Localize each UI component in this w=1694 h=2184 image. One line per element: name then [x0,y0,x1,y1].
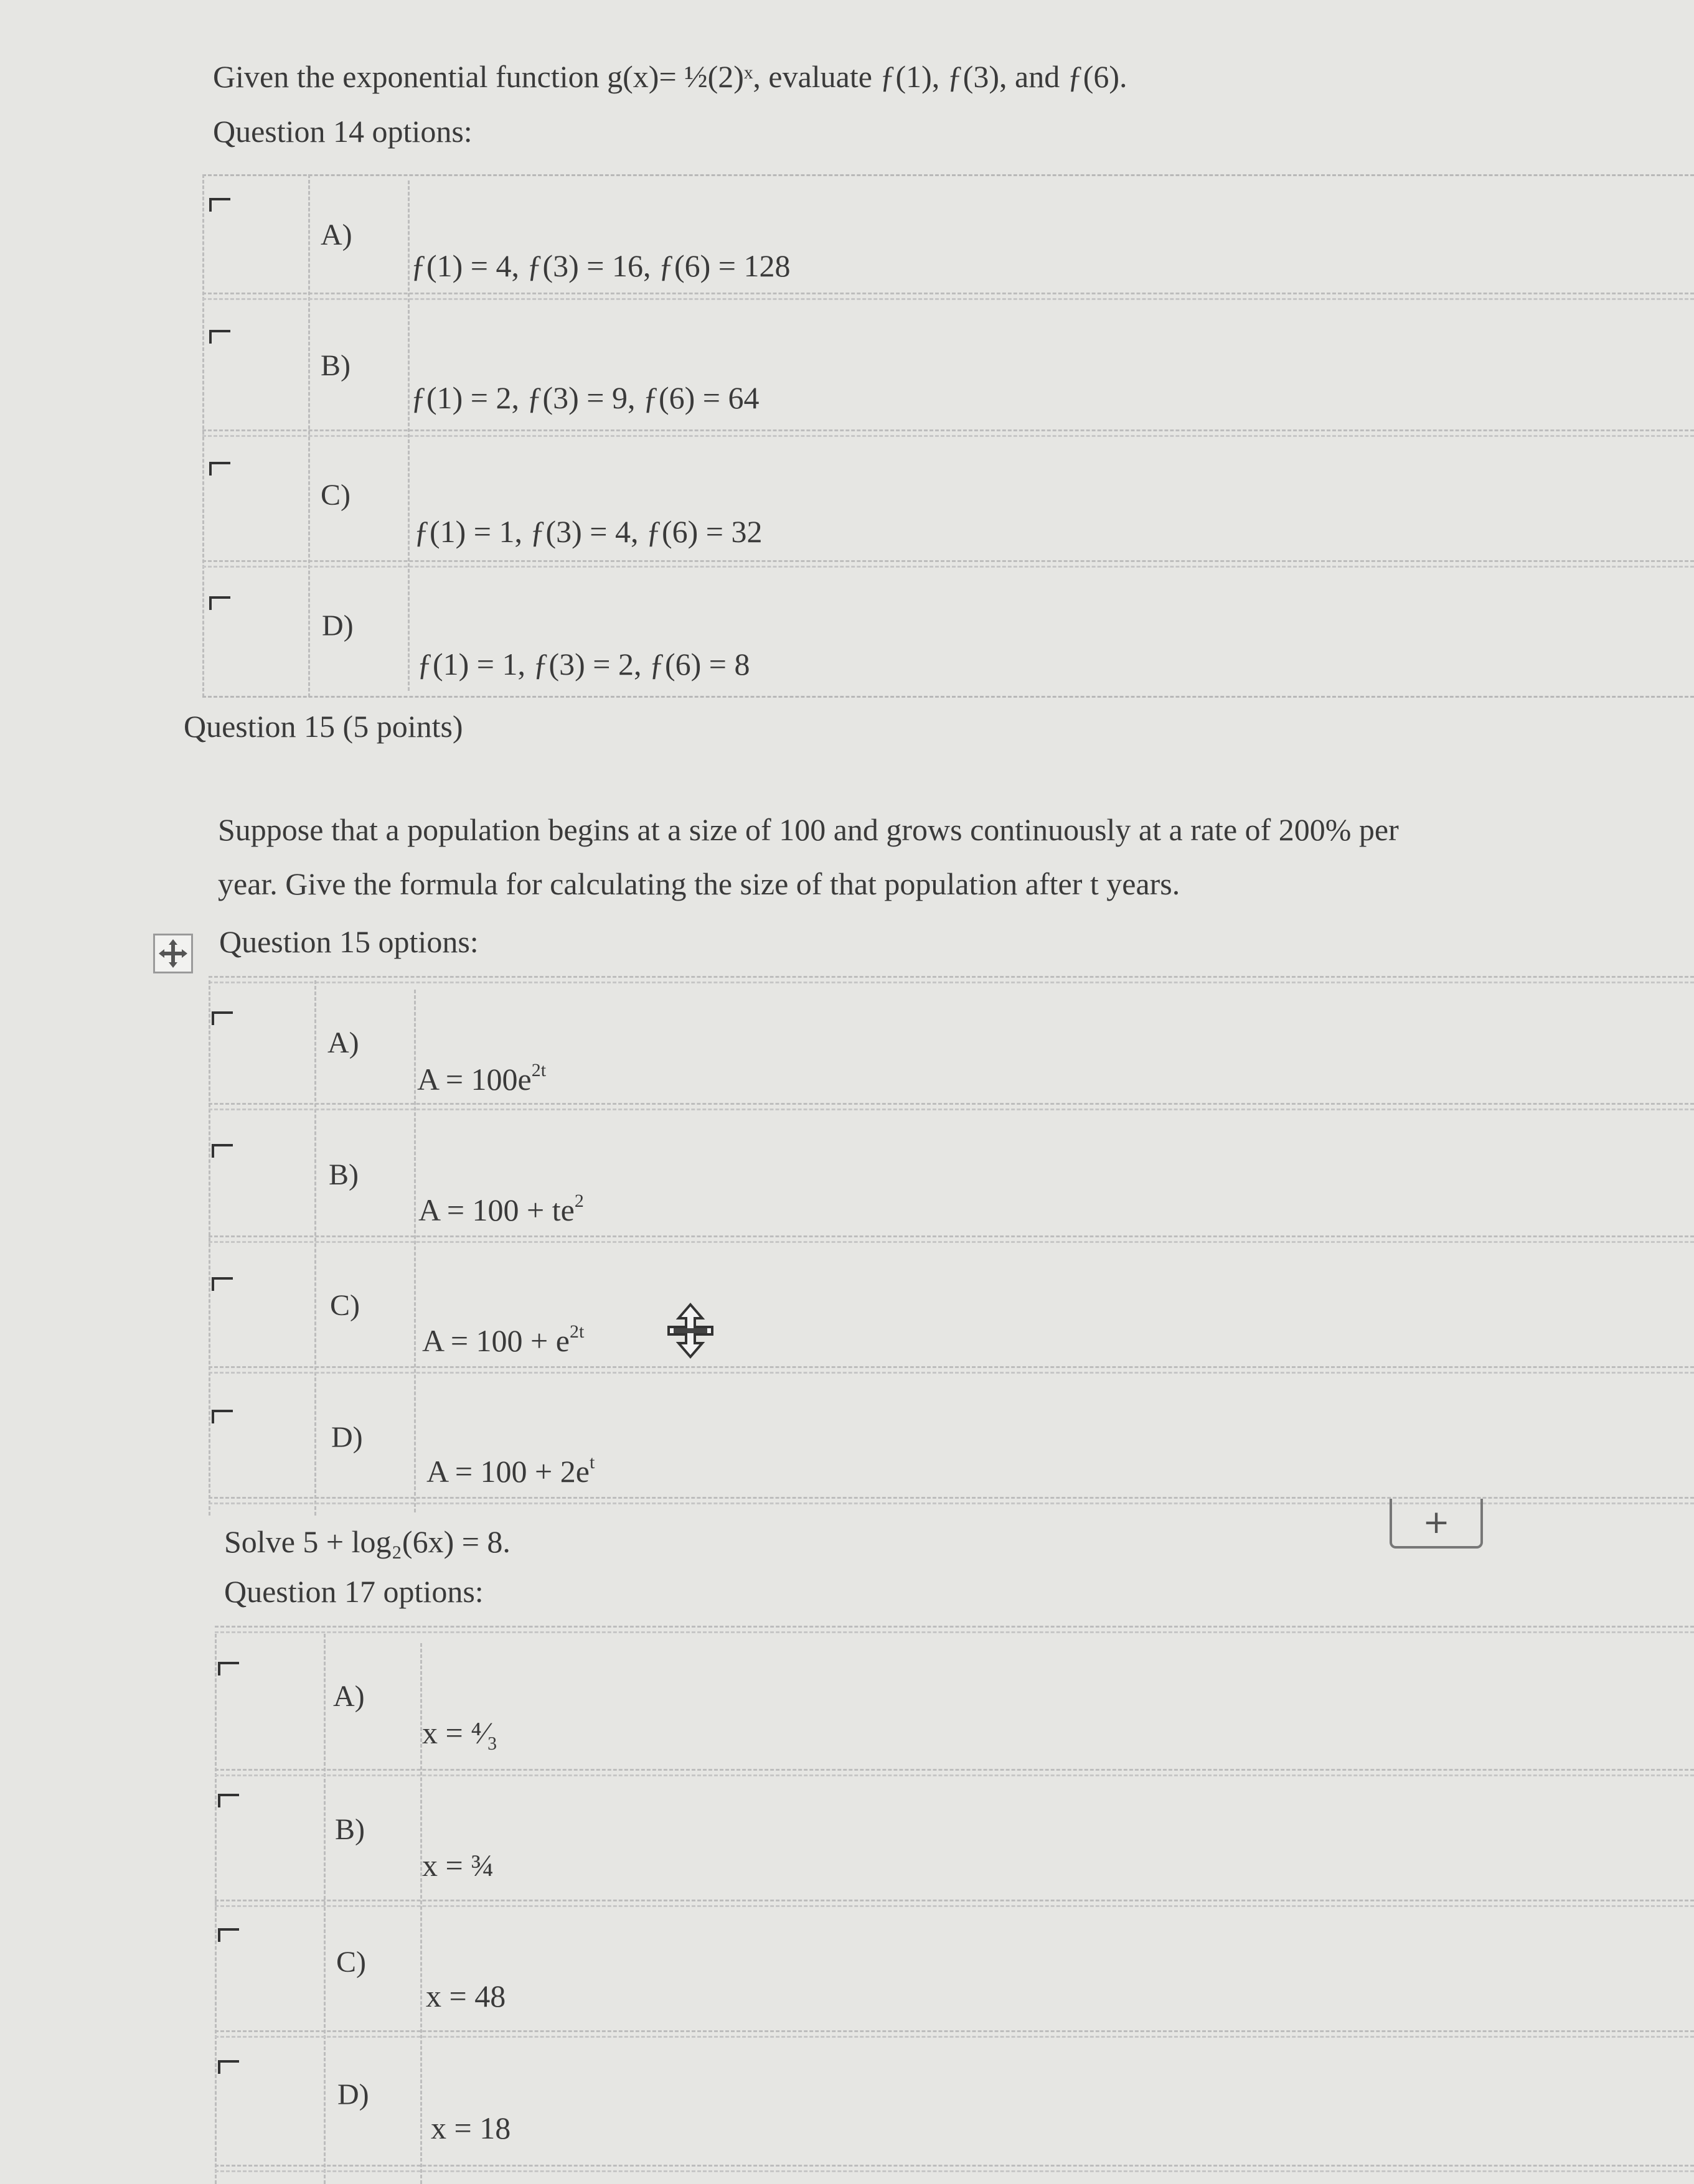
q15-option-c-radio[interactable] [212,1277,233,1291]
q17-prompt: Solve 5 + log₂(6x) = 8. [224,1524,511,1559]
resize-cursor-arrows [665,1302,716,1359]
q14-prompt: Given the exponential function g(x)= ½(2)ˣ, evaluate ƒ(1), ƒ(3), and ƒ(6). [213,59,1127,94]
q14-option-a-letter: A) [321,218,352,251]
q14-option-d-letter: D) [322,609,354,642]
q15-col-divider [314,980,316,1516]
q15-header: Question 15 (5 points) [184,709,463,744]
q14-options-title: Question 14 options: [213,114,473,149]
move-arrows [155,935,191,972]
q14-table-bottom [202,696,1694,698]
q15-col-divider-2 [414,990,416,1512]
q17-option-d-text: x = 18 [431,2111,511,2145]
q17-row-divider [215,2030,1694,2038]
q17-option-c-letter: C) [336,1946,366,1979]
q15-option-c-letter: C) [330,1289,360,1322]
q15-row-divider [209,1366,1694,1374]
q15-option-a-text [417,1061,546,1097]
resize-cursor-icon [665,1302,716,1362]
q17-table-top [215,1626,1694,1633]
q17-options-title: Question 17 options: [224,1574,484,1609]
add-button[interactable]: + [1390,1499,1483,1549]
q14-option-b-radio[interactable] [209,330,230,344]
q15-prompt-line2: year. Give the formula for calculating the size of that population after t years. [218,866,1180,901]
q14-option-d-text: ƒ(1) = 1, ƒ(3) = 2, ƒ(6) = 8 [417,647,750,682]
q15-option-a-base: A = 100e [417,1062,532,1097]
q17-row-divider [215,1900,1694,1907]
q17-option-d-letter: D) [337,2078,369,2111]
q17-table-left [215,1634,217,2184]
move-icon[interactable] [153,934,193,973]
q15-option-a-letter: A) [327,1026,359,1059]
q15-option-b-base: A = 100 + te [418,1193,575,1227]
q14-row-divider [202,560,1694,568]
q17-row-divider [215,1769,1694,1776]
q14-option-c-text: ƒ(1) = 1, ƒ(3) = 4, ƒ(6) = 32 [414,514,763,549]
q15-row-divider [209,1103,1694,1110]
q15-table-top [209,976,1694,983]
q17-option-d-radio[interactable] [218,2060,239,2074]
q17-col-divider [324,1634,326,2184]
q14-option-b-letter: B) [321,349,351,382]
q14-option-a-radio[interactable] [209,198,230,212]
q15-option-b-exponent: 2 [574,1191,584,1212]
q17-option-a-text: x = ⁴⁄₃ [422,1715,498,1750]
q14-option-c-letter: C) [321,479,351,512]
q15-option-d-letter: D) [331,1421,363,1454]
q15-table-left [209,980,210,1516]
q14-option-a-text: ƒ(1) = 4, ƒ(3) = 16, ƒ(6) = 128 [411,248,791,283]
q14-row-divider [202,429,1694,437]
q17-option-c-radio[interactable] [218,1928,239,1942]
q15-prompt-line1: Suppose that a population begins at a size of 100 and grows continuously at a rate of 200% per [218,812,1399,847]
q17-option-a-letter: A) [333,1680,365,1713]
q14-option-b-text: ƒ(1) = 2, ƒ(3) = 9, ƒ(6) = 64 [411,380,760,415]
q14-option-d-radio[interactable] [209,596,230,610]
q17-option-b-letter: B) [335,1813,365,1846]
q15-option-d-exponent: t [589,1452,595,1473]
q17-option-b-text: x = ¾ [422,1848,494,1883]
q14-option-c-radio[interactable] [209,462,230,476]
q17-option-b-radio[interactable] [218,1794,239,1807]
q17-option-c-text: x = 48 [426,1979,506,2013]
q15-option-a-radio[interactable] [212,1011,233,1025]
q15-option-d-radio[interactable] [212,1410,233,1423]
q15-option-d-base: A = 100 + 2e [426,1454,590,1489]
q15-option-c-text [422,1323,584,1359]
q15-option-a-exponent: 2t [531,1060,547,1081]
q15-option-b-letter: B) [329,1158,359,1191]
q17-option-a-radio[interactable] [218,1662,239,1675]
q15-option-c-exponent: 2t [569,1321,585,1343]
q14-row-divider [202,293,1694,300]
q15-options-title: Question 15 options: [219,924,479,959]
q15-option-c-base: A = 100 + e [422,1323,570,1358]
q17-table-bottom [215,2165,1694,2172]
q15-option-b-text [418,1192,584,1228]
q15-row-divider [209,1235,1694,1243]
q14-table-top [202,174,1694,176]
q15-option-d-text [426,1453,595,1489]
q15-option-b-radio[interactable] [212,1144,233,1158]
